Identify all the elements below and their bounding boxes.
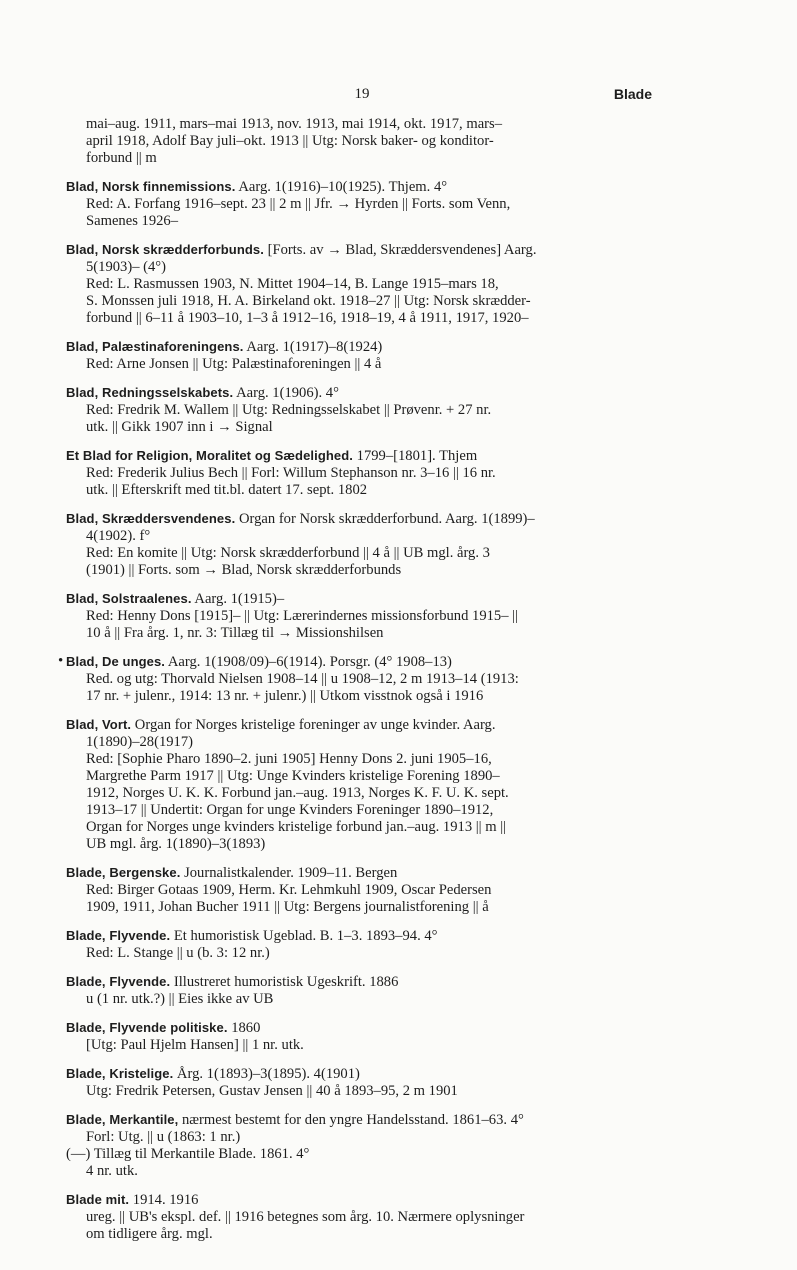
entry-headline (66, 1191, 654, 1209)
text-line: UB mgl. årg. 1(1890)–3(1893) (86, 836, 266, 852)
text-line: Margrethe Parm 1917 || Utg: Unge Kvinders kristelige Forening 1890– (86, 768, 500, 784)
catalogue-entry (66, 590, 654, 642)
catalogue-entry (66, 1191, 654, 1243)
text-line: 1912, Norges U. K. K. Forbund jan.–aug. 1913, Norges K. F. U. K. sept. (86, 785, 509, 801)
running-head: Blade (613, 86, 652, 102)
catalogue-entry (66, 384, 654, 436)
text-line: 1(1890)–28(1917) (86, 734, 194, 750)
entry-headline (66, 178, 654, 196)
entry-title: Blade, Flyvende. (66, 974, 171, 989)
entry-body (66, 945, 654, 962)
entry-title: Blad, Solstraalenes. (66, 591, 192, 606)
entry-title-details: Aarg. 1(1906). 4° (233, 385, 339, 401)
entry-body (66, 402, 654, 436)
catalogue-entry (66, 716, 654, 853)
entry-title-details: Illustreret humoristisk Ugeskrift. 1886 (170, 974, 399, 990)
entry-headline (66, 338, 654, 356)
entry-headline (66, 653, 654, 671)
entry-title-details: Aarg. 1(1915)– (191, 591, 285, 607)
continued-entry-text (66, 116, 654, 167)
catalogue-entry (66, 510, 654, 579)
entry-title-details: 1799–[1801]. Thjem (353, 448, 478, 464)
text-line: (1901) || Forts. som → Blad, Norsk skrædderforbunds (86, 562, 402, 578)
entry-headline (66, 510, 654, 528)
entry-title: Blad, Redningsselskabets. (66, 385, 234, 400)
text-line: forbund || m (86, 150, 157, 166)
entry-body (66, 671, 654, 705)
entry-headline (66, 973, 654, 991)
catalogue-entry (66, 864, 654, 916)
page-number: 19 (354, 86, 370, 102)
text-line: ureg. || UB's ekspl. def. || 1916 betegnes som årg. 10. Nærmere oplysninger (86, 1209, 525, 1225)
entry-body (66, 356, 654, 373)
entry-body (66, 1209, 654, 1243)
entry-body (66, 1129, 654, 1146)
text-line: Red: L. Stange || u (b. 3: 12 nr.) (86, 945, 270, 961)
entry-body (66, 465, 654, 499)
text-line: utk. || Gikk 1907 inn i → Signal (86, 419, 273, 435)
text-line: forbund || 6–11 å 1903–10, 1–3 å 1912–16, 1918–19, 4 å 1911, 1917, 1920– (86, 310, 529, 326)
supplement-line: (—) Tillæg til Merkantile Blade. 1861. 4° (66, 1146, 310, 1162)
entry-title-details: Organ for Norges kristelige foreninger av unge kvinder. Aarg. (131, 717, 496, 733)
text-line: 17 nr. + julenr., 1914: 13 nr. + julenr.) || Utkom visstnok også i 1916 (86, 688, 484, 704)
text-line: Red. og utg: Thorvald Nielsen 1908–14 || u 1908–12, 2 m 1913–14 (1913: (86, 671, 519, 687)
text-line: mai–aug. 1911, mars–mai 1913, nov. 1913, mai 1914, okt. 1917, mars– (86, 116, 503, 132)
text-line: Red: Henny Dons [1915]– || Utg: Lærerindernes missionsforbund 1915– || (86, 608, 519, 624)
entry-body (66, 259, 654, 327)
entry-title-details: Journalistkalender. 1909–11. Bergen (180, 865, 398, 881)
entry-headline (66, 716, 654, 734)
text-line: [Utg: Paul Hjelm Hansen] || 1 nr. utk. (86, 1037, 304, 1053)
catalogue-entry (58, 653, 654, 705)
catalogue-entry (66, 447, 654, 499)
text-line: Red: L. Rasmussen 1903, N. Mittet 1904–14, B. Lange 1915–mars 18, (86, 276, 499, 292)
entry-headline (66, 590, 654, 608)
entry-title: Blad, Palæstinaforeningens. (66, 339, 244, 354)
entry-title: Blad, Skræddersvendenes. (66, 511, 236, 526)
catalogue-entry (66, 927, 654, 962)
entry-body (66, 882, 654, 916)
text-line: Red: Frederik Julius Bech || Forl: Willum Stephanson nr. 3–16 || 16 nr. (86, 465, 496, 481)
text-line: april 1918, Adolf Bay juli–okt. 1913 || Utg: Norsk baker- og konditor- (86, 133, 494, 149)
text-line: om tidligere årg. mgl. (86, 1226, 213, 1242)
catalogue-entry (66, 338, 654, 373)
entry-title: Blad, Norsk skrædderforbunds. (66, 242, 264, 257)
entry-title: Blade, Bergenske. (66, 865, 181, 880)
text-line: Samenes 1926– (86, 213, 179, 229)
entry-title: Blade, Flyvende politiske. (66, 1020, 228, 1035)
entry-title: Blad, Vort. (66, 717, 132, 732)
catalogue-entry (66, 241, 654, 327)
entry-title-details: Et humoristisk Ugeblad. B. 1–3. 1893–94. 4° (170, 928, 438, 944)
entry-title-details: Aarg. 1(1917)–8(1924) (243, 339, 383, 355)
entry-title-details: [Forts. av → Blad, Skræddersvendenes] Aarg. (263, 242, 537, 258)
catalogue-entry (66, 1111, 654, 1180)
entry-body (66, 734, 654, 853)
text-line: Red: En komite || Utg: Norsk skrædderforbund || 4 å || UB mgl. årg. 3 (86, 545, 490, 561)
entry-headline (66, 1065, 654, 1083)
bullet-mark: • (58, 653, 64, 669)
entry-headline (66, 927, 654, 945)
supplement-body (66, 1163, 654, 1180)
text-line: 5(1903)– (4°) (86, 259, 167, 275)
entry-headline (66, 1019, 654, 1037)
text-line: u (1 nr. utk.?) || Eies ikke av UB (86, 991, 274, 1007)
entry-title-details: 1860 (227, 1020, 261, 1036)
entry-title: Blade, Merkantile, (66, 1112, 179, 1127)
entry-title-details: Organ for Norsk skrædderforbund. Aarg. 1(1899)– (235, 511, 535, 527)
entry-title: Blade, Kristelige. (66, 1066, 174, 1081)
entry-body (66, 1083, 654, 1100)
catalogue-entry (66, 973, 654, 1008)
text-line: 10 å || Fra årg. 1, nr. 3: Tillæg til → Missionshilsen (86, 625, 384, 641)
entry-list (58, 116, 654, 1254)
text-line: 4 nr. utk. (86, 1163, 138, 1179)
entry-headline (66, 241, 654, 259)
entry-headline (66, 1111, 654, 1129)
entry-body (66, 991, 654, 1008)
entry-headline (66, 447, 654, 465)
entry-title: Blad, Norsk finnemissions. (66, 179, 236, 194)
text-line: Red: Fredrik M. Wallem || Utg: Redningsselskabet || Prøvenr. + 27 nr. (86, 402, 492, 418)
entry-body (66, 1037, 654, 1054)
entry-title-details: Aarg. 1(1908/09)–6(1914). Porsgr. (4° 1908–13) (165, 654, 452, 670)
entry-title: Blade mit. (66, 1192, 130, 1207)
text-line: 1909, 1911, Johan Bucher 1911 || Utg: Bergens journalistforening || å (86, 899, 489, 915)
text-line: Red: Arne Jonsen || Utg: Palæstinaforeningen || 4 å (86, 356, 382, 372)
entry-title-details: 1914. 1916 (129, 1192, 199, 1208)
entry-title-details: nærmest bestemt for den yngre Handelsstand. 1861–63. 4° (178, 1112, 524, 1128)
text-line: Red: A. Forfang 1916–sept. 23 || 2 m || Jfr. → Hyrden || Forts. som Venn, (86, 196, 511, 212)
entry-title: Blade, Flyvende. (66, 928, 171, 943)
text-line: 4(1902). f° (86, 528, 151, 544)
catalogue-entry (66, 1019, 654, 1054)
text-line: Red: [Sophie Pharo 1890–2. juni 1905] Henny Dons 2. juni 1905–16, (86, 751, 492, 767)
entry-body (66, 528, 654, 579)
entry-headline (66, 864, 654, 882)
text-line: Red: Birger Gotaas 1909, Herm. Kr. Lehmkuhl 1909, Oscar Pedersen (86, 882, 492, 898)
entry-body (66, 196, 654, 230)
catalogue-entry (66, 178, 654, 230)
text-line: utk. || Efterskrift med tit.bl. datert 17. sept. 1802 (86, 482, 368, 498)
entry-title: Blad, De unges. (66, 654, 166, 669)
text-line: Organ for Norges unge kvinders kristelige forbund jan.–aug. 1913 || m || (86, 819, 507, 835)
text-line: Forl: Utg. || u (1863: 1 nr.) (86, 1129, 241, 1145)
entry-title-details: Aarg. 1(1916)–10(1925). Thjem. 4° (235, 179, 448, 195)
catalogue-entry (66, 1065, 654, 1100)
entry-body (66, 608, 654, 642)
entry-headline (66, 384, 654, 402)
entry-title-details: Årg. 1(1893)–3(1895). 4(1901) (173, 1066, 360, 1082)
entries-container (58, 178, 654, 1243)
text-line: S. Monssen juli 1918, H. A. Birkeland okt. 1918–27 || Utg: Norsk skrædder- (86, 293, 531, 309)
entry-title: Et Blad for Religion, Moralitet og Sædelighed. (66, 448, 354, 463)
text-line: 1913–17 || Undertit: Organ for unge Kvinders Foreninger 1890–1912, (86, 802, 494, 818)
text-line: Utg: Fredrik Petersen, Gustav Jensen || 40 å 1893–95, 2 m 1901 (86, 1083, 458, 1099)
